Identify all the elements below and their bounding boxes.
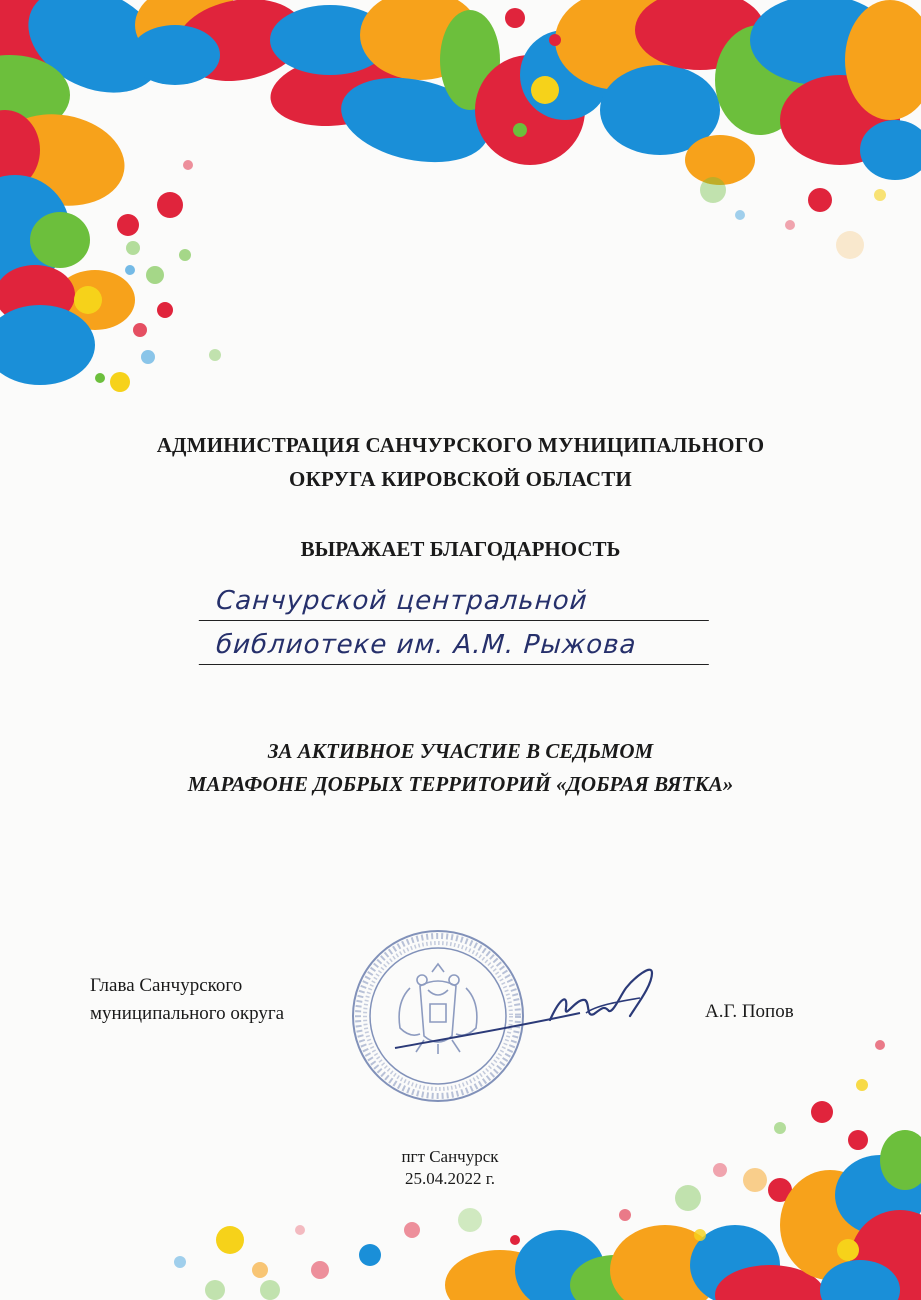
place: пгт Санчурск — [401, 1147, 499, 1166]
signatory-position-line-1: Глава Санчурского — [90, 975, 243, 996]
reason-line-1: ЗА АКТИВНОЕ УЧАСТИЕ В СЕДЬМОМ — [267, 739, 654, 763]
signatory-name: А.Г. Попов — [705, 1001, 794, 1022]
reason-line-2: МАРАФОНЕ ДОБРЫХ ТЕРРИТОРИЙ «ДОБРАЯ ВЯТКА» — [187, 772, 734, 796]
date: 25.04.2022 г. — [404, 1169, 496, 1188]
recipient-line-2: библиотеке им. А.М. Рыжова — [199, 630, 711, 665]
signatory-position — [90, 972, 284, 1028]
signatory-position-line-2: муниципального округа — [90, 1003, 285, 1024]
place-and-date — [350, 1146, 550, 1190]
recipient-line-1: Санчурской центральной — [199, 586, 711, 621]
reason-text — [60, 735, 861, 801]
signature — [390, 958, 670, 1058]
organization-title-line-2: ОКРУГА КИРОВСКОЙ ОБЛАСТИ — [289, 467, 632, 491]
organization-title — [60, 428, 861, 496]
gratitude-heading: ВЫРАЖАЕТ БЛАГОДАРНОСТЬ — [300, 537, 621, 561]
organization-title-line-1: АДМИНИСТРАЦИЯ САНЧУРСКОГО МУНИЦИПАЛЬНОГО — [156, 433, 765, 457]
